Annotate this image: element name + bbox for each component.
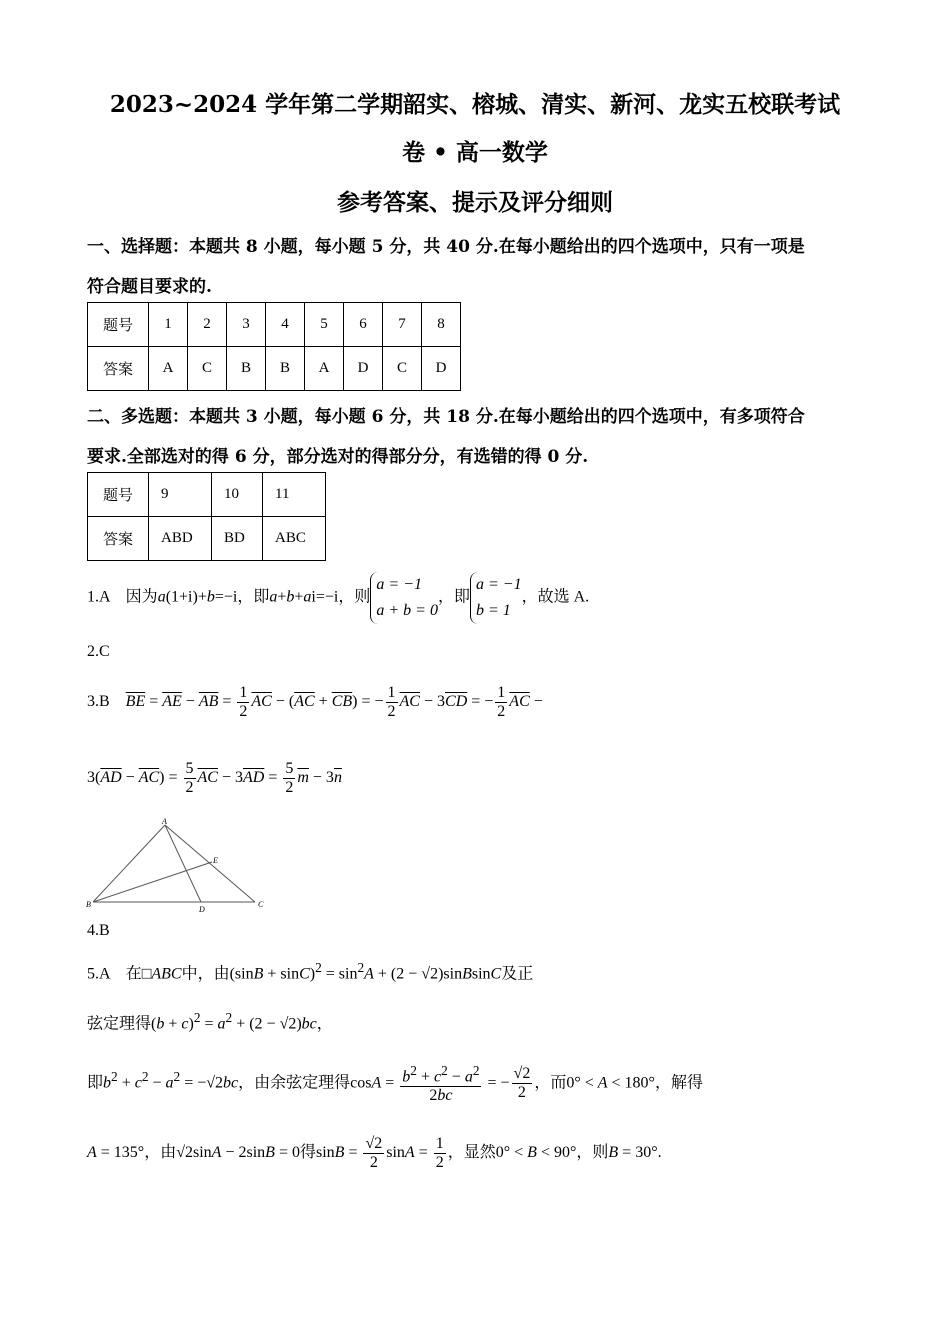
table-cell: 11 [263,473,326,517]
label-b: B [86,900,91,909]
solution-text: 中，由 [181,965,230,983]
solution-5-line4: A = 135°，由√2sinA − 2sinB = 0得sinB = $\frac{√2}{2}$ sinA = $\frac{1}{2}$ ，显然0° < B < 90°，则B = 30°. [87,1135,662,1171]
table-cell: 9 [149,473,212,517]
solution-text: ，解得 [654,1074,703,1092]
table-row [88,517,326,561]
solution-5-line2: 弦定理得$(b + c)^2 = a^2 + (2 - √2)bc$， [87,1010,333,1033]
solution-text: ，由 [144,1144,177,1162]
table-cell: B [227,347,266,391]
solution-3-line2: $3(\overline{AD} - \overline{AC})$ = $\frac{5}{2}$ $\overline{AC} - 3\overline{AD}$ = $\frac{5}{2}$ $\overline{m} - 3\overline{n}$ [87,760,342,796]
solution-text: ，即 [437,588,470,606]
section1-intro-line2: 符合题目要求的. [87,277,212,297]
table-row [88,303,461,347]
table-cell: 题号 [88,303,149,347]
table-cell: 答案 [88,517,149,561]
document-heading: 参考答案、提示及评分细则 [337,189,613,216]
table-cell: D [344,347,383,391]
equation-system: a = −1 a + b = 0 [370,572,438,624]
segment-be [93,862,212,902]
solution-text: 因为 [125,588,158,606]
table-cell: A [149,347,188,391]
section1-answer-table [87,302,461,391]
document-title: 2023~2024 学年第二学期韶实、榕城、清实、新河、龙实五校联考试 [109,91,841,118]
solution-text: 在 [125,965,142,983]
table-cell: BD [212,517,263,561]
equation-system: a = −1 b = 1 [470,572,522,624]
solution-text: 得 [299,1144,316,1162]
solution-text: ，即 [237,588,270,606]
table-cell: 1 [149,303,188,347]
table-cell: 题号 [88,473,149,517]
table-cell: 答案 [88,347,149,391]
table-cell: 6 [344,303,383,347]
label-d: D [199,905,205,914]
triangle-figure [85,815,270,915]
solution-3-line1: 3.B $\overline{BE} = \overline{AE} - \overline{AB}$ = $\frac{1}{2}$ $\overline{AC} - (\overline{AC} + \overline{CB})$ = − $\frac{1}{2}$ $\overline{AC} - 3\overline{CD}$ = − $\frac{1}{2}$ $\overline{AC}$ − [87,684,543,720]
section2-intro-line2: 要求.全部选对的得 6 分，部分选对的得部分分，有选错的得 0 分. [87,447,589,467]
segment-ac [165,825,255,902]
section2-intro-line1: 二、多选题：本题共 3 小题，每小题 6 分，共 18 分.在每小题给出的四个选项中，有多项符合 [87,407,805,427]
table-row [88,347,461,391]
solution-text: ，显然 [447,1144,496,1162]
document-subtitle: 卷 • 高一数学 [402,139,548,166]
table-cell: C [188,347,227,391]
table-cell: 7 [383,303,422,347]
solution-text: ，则 [576,1144,609,1162]
table-cell: A [305,347,344,391]
solution-text: ，故选 A. [521,588,590,606]
solution-text: 即 [87,1074,104,1092]
solution-5-line1: 5.A 在□ABC中，由$(\sin B + \sin C)^2 = \sin^2A + (2$ − √2)sinBsinC及正 [87,960,534,983]
solution-1: 1.A 因为a(1+i)+b=−i，即a+b+ai=−i，则a = −1 a + b = 0，即a = −1 b = 1，故选 A. [87,572,589,624]
table-cell: B [266,347,305,391]
label-c: C [258,900,264,909]
table-cell: C [383,347,422,391]
solution-label: 5.A [87,965,110,983]
table-cell: 5 [305,303,344,347]
table-row [88,473,326,517]
segment-ad [165,825,201,902]
solution-label: 3.B [87,693,110,711]
solution-text: ，由余弦定理得 [238,1074,351,1092]
solution-label: 1.A [87,588,110,606]
table-cell: ABC [263,517,326,561]
table-cell: ABD [149,517,212,561]
label-e: E [213,856,218,865]
section2-answer-table [87,472,326,561]
table-cell: 4 [266,303,305,347]
solution-2: 2.C [87,643,110,660]
section1-intro-line1: 一、选择题：本题共 8 小题，每小题 5 分，共 40 分.在每小题给出的四个选项中，只有一项是 [87,237,805,257]
segment-ab [93,825,165,902]
solution-text: 弦定理得 [87,1015,152,1033]
table-cell: 10 [212,473,263,517]
label-a: A [162,817,167,826]
solution-text: ，而 [534,1074,567,1092]
table-cell: 3 [227,303,266,347]
solution-5-line3: 即$b^2 + c^2 - a^2 = -√2bc$，由余弦定理得cosA = $\frac{b^2 + c^2 - a^2}{2bc}$ = − $\frac{√2}{2}$ ，而0° < A < 180°，解得 [87,1063,703,1105]
table-cell: 8 [422,303,461,347]
table-cell: D [422,347,461,391]
solution-text: 及正 [501,965,534,983]
table-cell: 2 [188,303,227,347]
solution-4: 4.B [87,922,110,939]
solution-text: ，则 [338,588,371,606]
